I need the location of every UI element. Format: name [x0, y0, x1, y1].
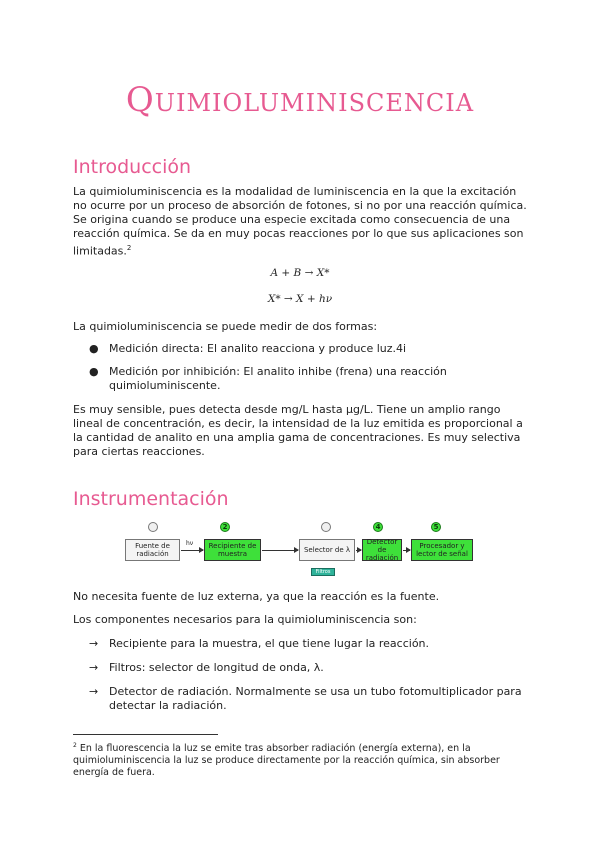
intro-paragraph-3: Es muy sensible, pues detecta desde mg/L hasta µg/L. Tiene un amplio rango lineal de concentración, es decir, la intensidad de la luz emitida es proporcional a la cantidad de analito en una amplia gama de concentraciones. Es muy selectiva para ciertas reacciones.: [73, 403, 523, 458]
section-heading-intro: Introducción: [73, 156, 192, 178]
intro-paragraph-1: [73, 185, 528, 259]
list-item-text: Filtros: selector de longitud de onda, λ.: [109, 661, 324, 674]
intro-paragraph-1-text: La quimioluminiscencia es la modalidad de luminiscencia en la que la excitación no ocurre por un proceso de absorción de fotones, si no por una reacción química. Se origina cuando se produce una especie excitada como consecuencia de una reacción química. Se da en muy pocas reacciones por lo que sus aplicaciones son limitadas.: [73, 185, 527, 258]
instrumentation-paragraph-2: Los componentes necesarios para la quimioluminiscencia son:: [73, 613, 417, 626]
list-item: [73, 685, 528, 713]
instrumentation-paragraph-1: No necesita fuente de luz externa, ya que la reacción es la fuente.: [73, 590, 440, 603]
instrumentation-diagram: [125, 520, 480, 580]
list-item-text: Medición directa: El analito reacciona y produce luz.4i: [109, 342, 407, 355]
box-sample-container: Recipiente de muestra: [204, 539, 261, 561]
footnote-ref: 2: [126, 244, 132, 252]
list-item-text: Detector de radiación. Normalmente se usa un tubo fotomultiplicador para detectar la radiación.: [109, 685, 522, 712]
step-circle-5: 5: [431, 522, 441, 532]
footnote-number: 2: [73, 742, 77, 749]
arrow-marker: →: [89, 685, 99, 698]
measurement-list: [73, 342, 528, 402]
bullet-marker: ●: [89, 365, 99, 378]
arrow: [356, 550, 361, 551]
section-heading-instrumentation: Instrumentación: [73, 488, 229, 510]
footnote-text: En la fluorescencia la luz se emite tras absorber radiación (energía externa), en la quimioluminiscencia la luz se produce directamente por la reacción química, sin absorber energía de fuera.: [73, 743, 500, 779]
arrow-marker: →: [89, 661, 99, 674]
bullet-marker: ●: [89, 342, 99, 355]
components-list: [73, 637, 528, 722]
arrow: [262, 550, 298, 551]
equation-2: X* → X + hν: [267, 293, 333, 305]
equation-1: A + B → X*: [270, 267, 330, 279]
arrow: [181, 550, 203, 551]
step-circle-2: 2: [220, 522, 230, 532]
hv-label: hν: [186, 540, 194, 547]
box-radiation-detector: Detector de radiación: [362, 539, 402, 561]
step-circle-1: [148, 522, 158, 532]
step-circle-3: [321, 522, 331, 532]
list-item: [73, 342, 528, 356]
box-signal-processor: Procesador y lector de señal: [411, 539, 473, 561]
footnote-divider: [73, 734, 218, 735]
footnote: [73, 740, 533, 779]
step-circle-4: 4: [373, 522, 383, 532]
list-item-text: Medición por inhibición: El analito inhibe (frena) una reacción quimioluminiscente.: [109, 365, 447, 392]
list-item: [73, 637, 528, 651]
arrow: [403, 550, 410, 551]
list-item: [73, 365, 528, 393]
filter-label: Filtros: [311, 568, 335, 576]
box-radiation-source: Fuente de radiación: [125, 539, 180, 561]
list-item: [73, 661, 528, 675]
list-item-text: Recipiente para la muestra, el que tiene lugar la reacción.: [109, 637, 430, 650]
box-wavelength-selector: Selector de λ: [299, 539, 355, 561]
intro-paragraph-2: La quimioluminiscencia se puede medir de dos formas:: [73, 320, 378, 333]
arrow-marker: →: [89, 637, 99, 650]
page-title: Quimioluminiscencia: [125, 80, 475, 120]
